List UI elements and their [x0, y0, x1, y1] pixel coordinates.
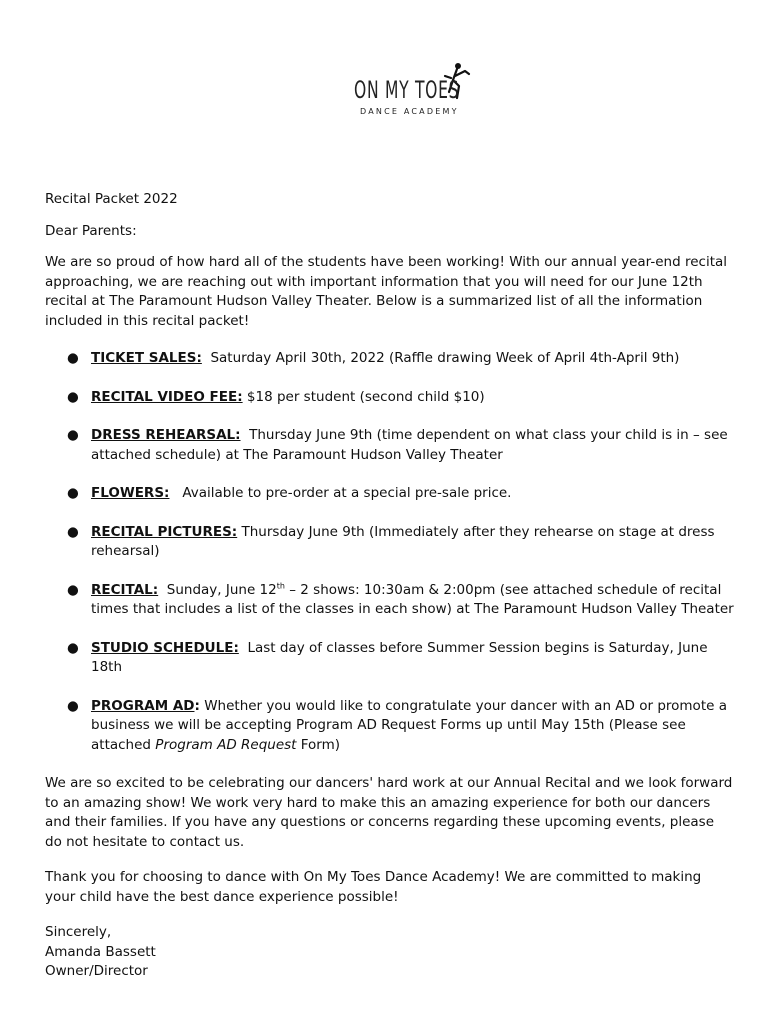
bullet-icon: ● — [67, 350, 79, 366]
info-list — [45, 349, 735, 755]
intro-paragraph: We are so proud of how hard all of the students have been working! With our annual year-end recital approaching, we are reaching out with important information that you will need for our June 12th recital at The Paramount Hudson Valley Theater. Below is a summarized list of all the information included in this recital packet! — [45, 254, 728, 329]
list-item-flowers — [45, 484, 735, 504]
thanks-paragraph: Thank you for choosing to dance with On My Toes Dance Academy! We are committed to making your child have the best dance experience possible! — [45, 869, 702, 905]
list-item-recital — [45, 581, 735, 620]
bullet-icon: ● — [67, 427, 79, 443]
list-item-program-ad — [45, 697, 735, 756]
item-text-date: Sunday, June 12 — [166, 581, 277, 598]
signer-title: Owner/Director — [45, 963, 148, 979]
item-text: Thursday June 9th (Immediately after they rehearse on stage at dress rehearsal) — [91, 523, 715, 559]
list-item-ticket-sales — [45, 349, 735, 369]
bullet-icon: ● — [67, 639, 79, 656]
document-title: Recital Packet 2022 — [45, 191, 178, 207]
item-label-colon: : — [194, 697, 200, 714]
letter-body — [45, 190, 735, 982]
signoff: Sincerely, — [45, 924, 112, 940]
list-item-video-fee — [45, 388, 735, 408]
logo-tagline: DANCE ACADEMY — [360, 107, 459, 116]
item-label: RECITAL VIDEO FEE: — [91, 388, 243, 405]
logo-name: ON MY TOES — [354, 76, 460, 104]
item-label: DRESS REHEARSAL: — [91, 427, 241, 443]
item-text: $18 per student (second child $10) — [246, 388, 485, 405]
item-label: TICKET SALES: — [91, 350, 202, 366]
list-item-recital-pictures — [45, 523, 735, 562]
item-label: RECITAL PICTURES: — [91, 523, 238, 540]
item-label: STUDIO SCHEDULE: — [91, 639, 239, 656]
bullet-icon: ● — [67, 388, 79, 405]
item-label: RECITAL: — [91, 581, 159, 598]
list-item-dress-rehearsal — [45, 426, 735, 465]
academy-logo — [348, 62, 478, 122]
item-text: Available to pre-order at a special pre-sale price. — [182, 485, 512, 501]
item-superscript: th — [276, 581, 285, 590]
item-text-italic: Program AD Request — [155, 736, 297, 753]
item-text: Last day of classes before Summer Session begins is Saturday, June 18th — [91, 639, 708, 675]
item-text: Thursday June 9th (time dependent on what class your child is in – see attached schedule) at The Paramount Hudson Valley Theater — [91, 427, 728, 463]
item-text: – 2 shows: 10:30am & 2:00pm (see attached schedule of recital times that includes a list of the classes in each show) at The Paramount Hudson Valley Theater — [91, 581, 734, 617]
signature-block — [45, 923, 735, 982]
item-label: FLOWERS: — [91, 485, 170, 501]
list-item-studio-schedule — [45, 639, 735, 678]
bullet-icon: ● — [67, 581, 79, 598]
closing-paragraph: We are so excited to be celebrating our dancers' hard work at our Annual Recital and we look forward to an amazing show! We work very hard to make this an amazing experience for both our dancers and their families. If you have any questions or concerns regarding these upcoming events, please do not hesitate to contact us. — [45, 775, 733, 850]
item-text-end: Form) — [300, 736, 341, 753]
bullet-icon: ● — [67, 485, 79, 501]
item-label: PROGRAM AD — [91, 697, 195, 714]
greeting: Dear Parents: — [45, 222, 137, 239]
bullet-icon: ● — [67, 523, 79, 540]
signer-name: Amanda Bassett — [45, 943, 156, 960]
bullet-icon: ● — [67, 697, 79, 714]
item-text: Saturday April 30th, 2022 (Raffle drawing Week of April 4th-April 9th) — [210, 350, 680, 366]
item-text: Whether you would like to congratulate your dancer with an AD or promote a business we will be accepting Program AD Request Forms up until May 15th (Please see attached — [91, 697, 727, 753]
